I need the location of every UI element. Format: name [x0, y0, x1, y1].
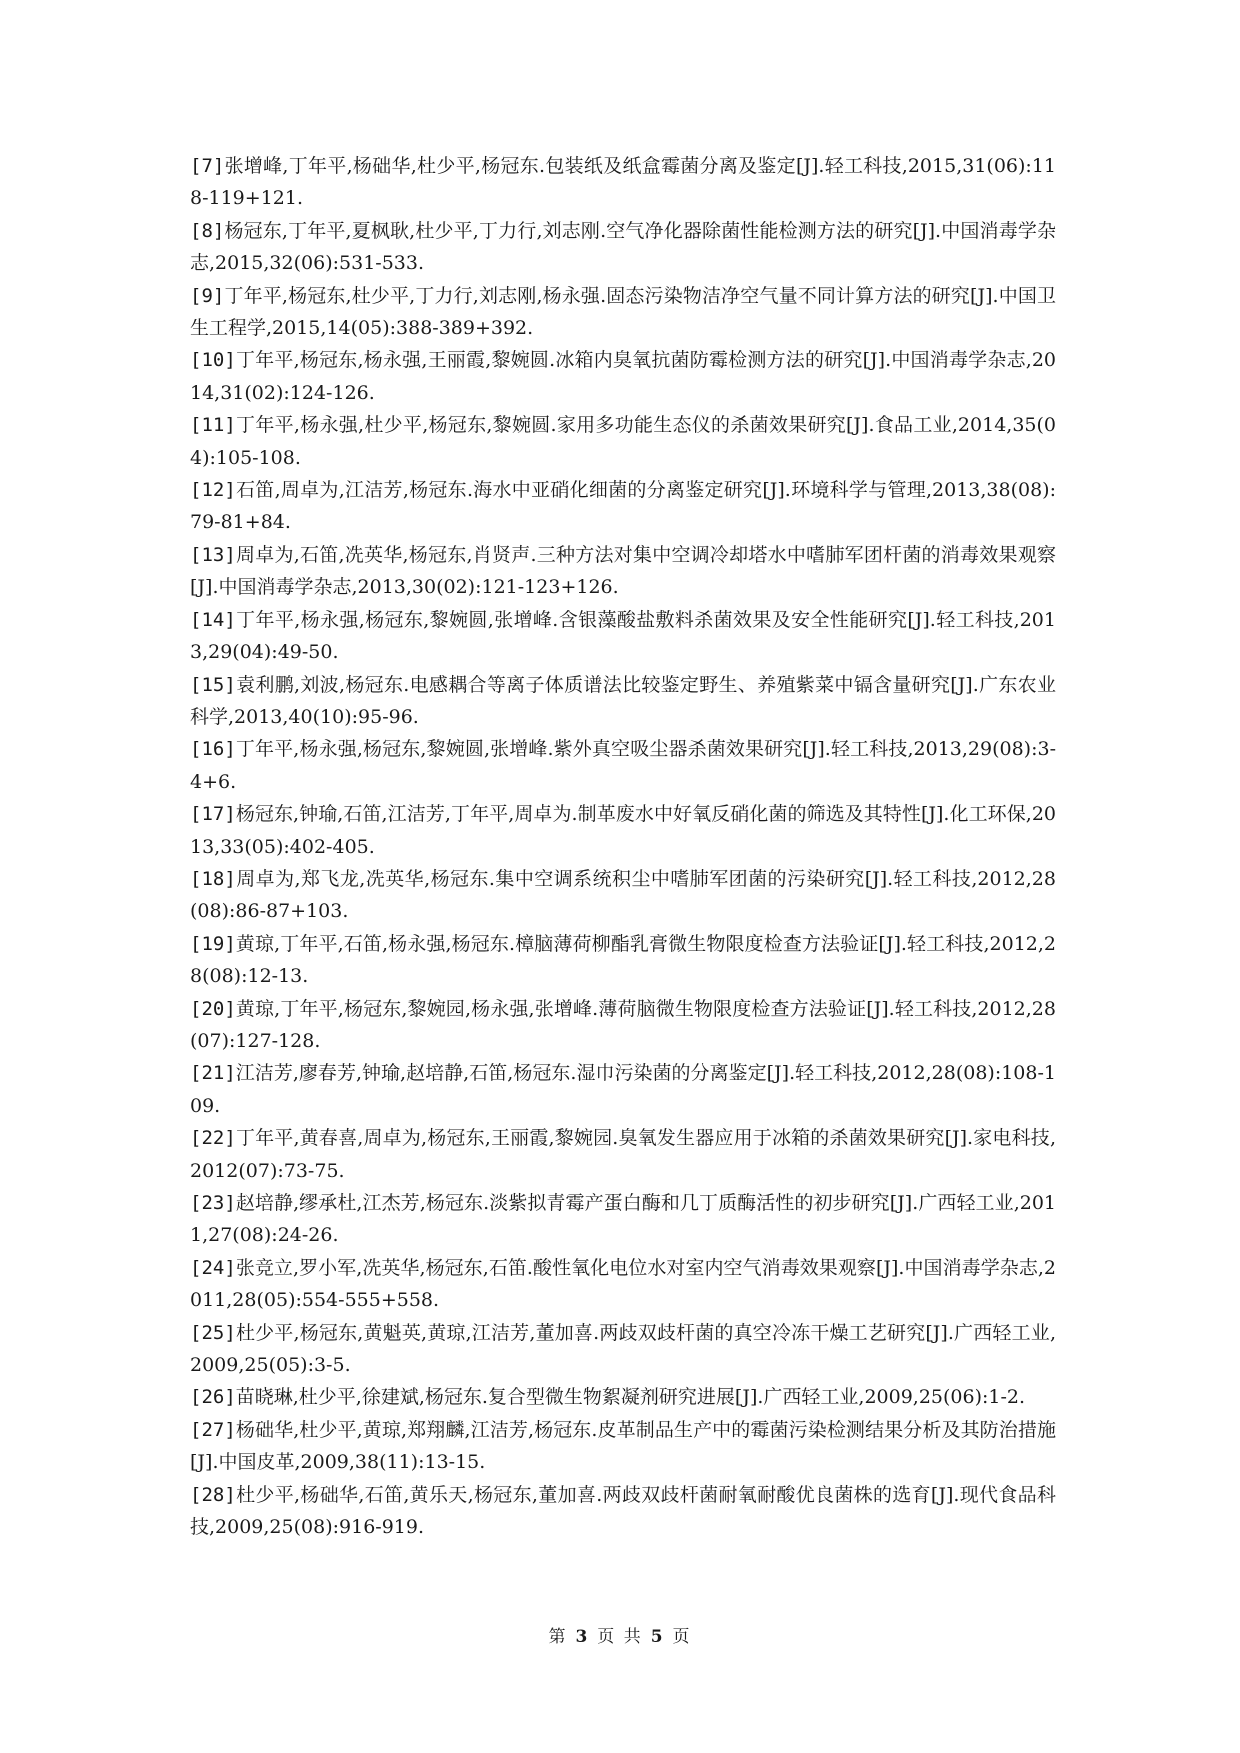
reference-item — [190, 1187, 1056, 1252]
reference-number: [17] — [190, 803, 236, 826]
reference-item — [190, 1252, 1056, 1317]
reference-number: [24] — [190, 1256, 236, 1279]
reference-number: [7] — [190, 155, 225, 177]
reference-text: 赵培静,缪承杜,江杰芳,杨冠东.淡紫拟青霉产蛋白酶和几丁质酶活性的初步研究[J].广西轻工业,2011,27(08):24-26. — [190, 1192, 1056, 1247]
reference-text: 张竞立,罗小军,冼英华,杨冠东,石笛.酸性氧化电位水对室内空气消毒效果观察[J].中国消毒学杂志,2011,28(05):554-555+558. — [190, 1256, 1056, 1312]
reference-item — [190, 993, 1056, 1058]
reference-number: [16] — [190, 738, 236, 761]
reference-item — [190, 1479, 1056, 1544]
reference-item — [190, 604, 1056, 669]
reference-text: 江洁芳,廖春芳,钟瑜,赵培静,石笛,杨冠东.湿巾污染菌的分离鉴定[J].轻工科技,2012,28(08):108-109. — [190, 1062, 1056, 1117]
reference-number: [11] — [190, 414, 236, 437]
reference-item — [190, 798, 1056, 863]
reference-text: 丁年平,杨永强,杨冠东,黎婉圆,张增峰.紫外真空吸尘器杀菌效果研究[J].轻工科技,2013,29(08):3-4+6. — [190, 738, 1056, 793]
reference-number: [28] — [190, 1483, 236, 1506]
reference-item — [190, 863, 1056, 928]
current-page-number: 3 — [575, 1627, 590, 1647]
reference-number: [10] — [190, 349, 236, 372]
reference-item — [190, 344, 1056, 409]
reference-item — [190, 474, 1056, 539]
reference-text: 丁年平,杨永强,杜少平,杨冠东,黎婉圆.家用多功能生态仪的杀菌效果研究[J].食品工业,2014,35(04):105-108. — [190, 414, 1056, 469]
reference-item — [190, 1381, 1056, 1413]
reference-text: 杨冠东,丁年平,夏枫耿,杜少平,丁力行,刘志刚.空气净化器除菌性能检测方法的研究[J].中国消毒学杂志,2015,32(06):531-533. — [190, 219, 1056, 275]
reference-text: 丁年平,黄春喜,周卓为,杨冠东,王丽霞,黎婉园.臭氧发生器应用于冰箱的杀菌效果研究[J].家电科技,2012(07):73-75. — [190, 1127, 1056, 1182]
reference-text: 杜少平,杨础华,石笛,黄乐天,杨冠东,董加喜.两歧双歧杆菌耐氧耐酸优良菌株的选育[J].现代食品科技,2009,25(08):916-919. — [190, 1483, 1056, 1539]
total-pages-number: 5 — [650, 1627, 665, 1647]
reference-number: [14] — [190, 608, 236, 631]
reference-text: 丁年平,杨冠东,杨永强,王丽霞,黎婉圆.冰箱内臭氧抗菌防霉检测方法的研究[J].中国消毒学杂志,2014,31(02):124-126. — [190, 349, 1056, 404]
page-footer — [0, 1622, 1240, 1647]
reference-text: 杨冠东,钟瑜,石笛,江洁芳,丁年平,周卓为.制革废水中好氧反硝化菌的筛选及其特性[J].化工环保,2013,33(05):402-405. — [190, 803, 1056, 858]
footer-middle: 页 共 — [597, 1627, 643, 1647]
reference-number: [22] — [190, 1127, 236, 1150]
reference-item — [190, 928, 1056, 993]
footer-suffix: 页 — [672, 1627, 692, 1647]
reference-number: [19] — [190, 932, 236, 955]
reference-text: 石笛,周卓为,江洁芳,杨冠东.海水中亚硝化细菌的分离鉴定研究[J].环境科学与管理,2013,38(08):79-81+84. — [190, 479, 1056, 534]
reference-item — [190, 733, 1056, 798]
reference-item — [190, 669, 1056, 734]
reference-list — [190, 150, 1056, 1543]
reference-text: 丁年平,杨冠东,杜少平,丁力行,刘志刚,杨永强.固态污染物洁净空气量不同计算方法的研究[J].中国卫生工程学,2015,14(05):388-389+392. — [190, 284, 1056, 340]
reference-text: 丁年平,杨永强,杨冠东,黎婉圆,张增峰.含银藻酸盐敷料杀菌效果及安全性能研究[J].轻工科技,2013,29(04):49-50. — [190, 608, 1056, 664]
reference-number: [9] — [190, 284, 225, 307]
reference-number: [21] — [190, 1062, 236, 1085]
reference-item — [190, 280, 1056, 345]
reference-item — [190, 539, 1056, 604]
reference-number: [27] — [190, 1418, 236, 1441]
reference-item — [190, 1057, 1056, 1122]
reference-number: [12] — [190, 479, 236, 502]
reference-text: 苗晓琳,杜少平,徐建斌,杨冠东.复合型微生物絮凝剂研究进展[J].广西轻工业,2009,25(06):1-2. — [235, 1386, 1026, 1409]
reference-number: [8] — [190, 219, 225, 242]
reference-text: 张增峰,丁年平,杨础华,杜少平,杨冠东.包装纸及纸盒霉菌分离及鉴定[J].轻工科技,2015,31(06):118-119+121. — [190, 155, 1056, 210]
reference-text: 黄琼,丁年平,石笛,杨永强,杨冠东.樟脑薄荷柳酯乳膏微生物限度检查方法验证[J].轻工科技,2012,28(08):12-13. — [190, 932, 1056, 988]
footer-prefix: 第 — [548, 1627, 568, 1647]
reference-number: [26] — [190, 1386, 236, 1409]
reference-number: [13] — [190, 543, 236, 566]
reference-text: 黄琼,丁年平,杨冠东,黎婉园,杨永强,张增峰.薄荷脑微生物限度检查方法验证[J].轻工科技,2012,28(07):127-128. — [190, 997, 1056, 1052]
reference-number: [25] — [190, 1321, 236, 1344]
reference-item — [190, 409, 1056, 474]
reference-item — [190, 1317, 1056, 1382]
reference-text: 杜少平,杨冠东,黄魁英,黄琼,江洁芳,董加喜.两歧双歧杆菌的真空冷冻干燥工艺研究[J].广西轻工业,2009,25(05):3-5. — [190, 1321, 1056, 1377]
reference-item — [190, 215, 1056, 280]
reference-number: [18] — [190, 867, 236, 890]
reference-text: 杨础华,杜少平,黄琼,郑翔麟,江洁芳,杨冠东.皮革制品生产中的霉菌污染检测结果分析及其防治措施[J].中国皮革,2009,38(11):13-15. — [190, 1418, 1056, 1474]
reference-item — [190, 1122, 1056, 1187]
reference-number: [15] — [190, 673, 236, 696]
reference-item — [190, 150, 1056, 215]
reference-text: 周卓为,郑飞龙,冼英华,杨冠东.集中空调系统积尘中嗜肺军团菌的污染研究[J].轻工科技,2012,28(08):86-87+103. — [190, 867, 1056, 923]
reference-number: [20] — [190, 997, 236, 1020]
reference-text: 袁利鹏,刘波,杨冠东.电感耦合等离子体质谱法比较鉴定野生、养殖紫菜中镉含量研究[J].广东农业科学,2013,40(10):95-96. — [190, 673, 1056, 728]
reference-number: [23] — [190, 1192, 236, 1214]
reference-text: 周卓为,石笛,冼英华,杨冠东,肖贤声.三种方法对集中空调冷却塔水中嗜肺军团杆菌的消毒效果观察[J].中国消毒学杂志,2013,30(02):121-123+126. — [190, 543, 1056, 599]
reference-item — [190, 1414, 1056, 1479]
